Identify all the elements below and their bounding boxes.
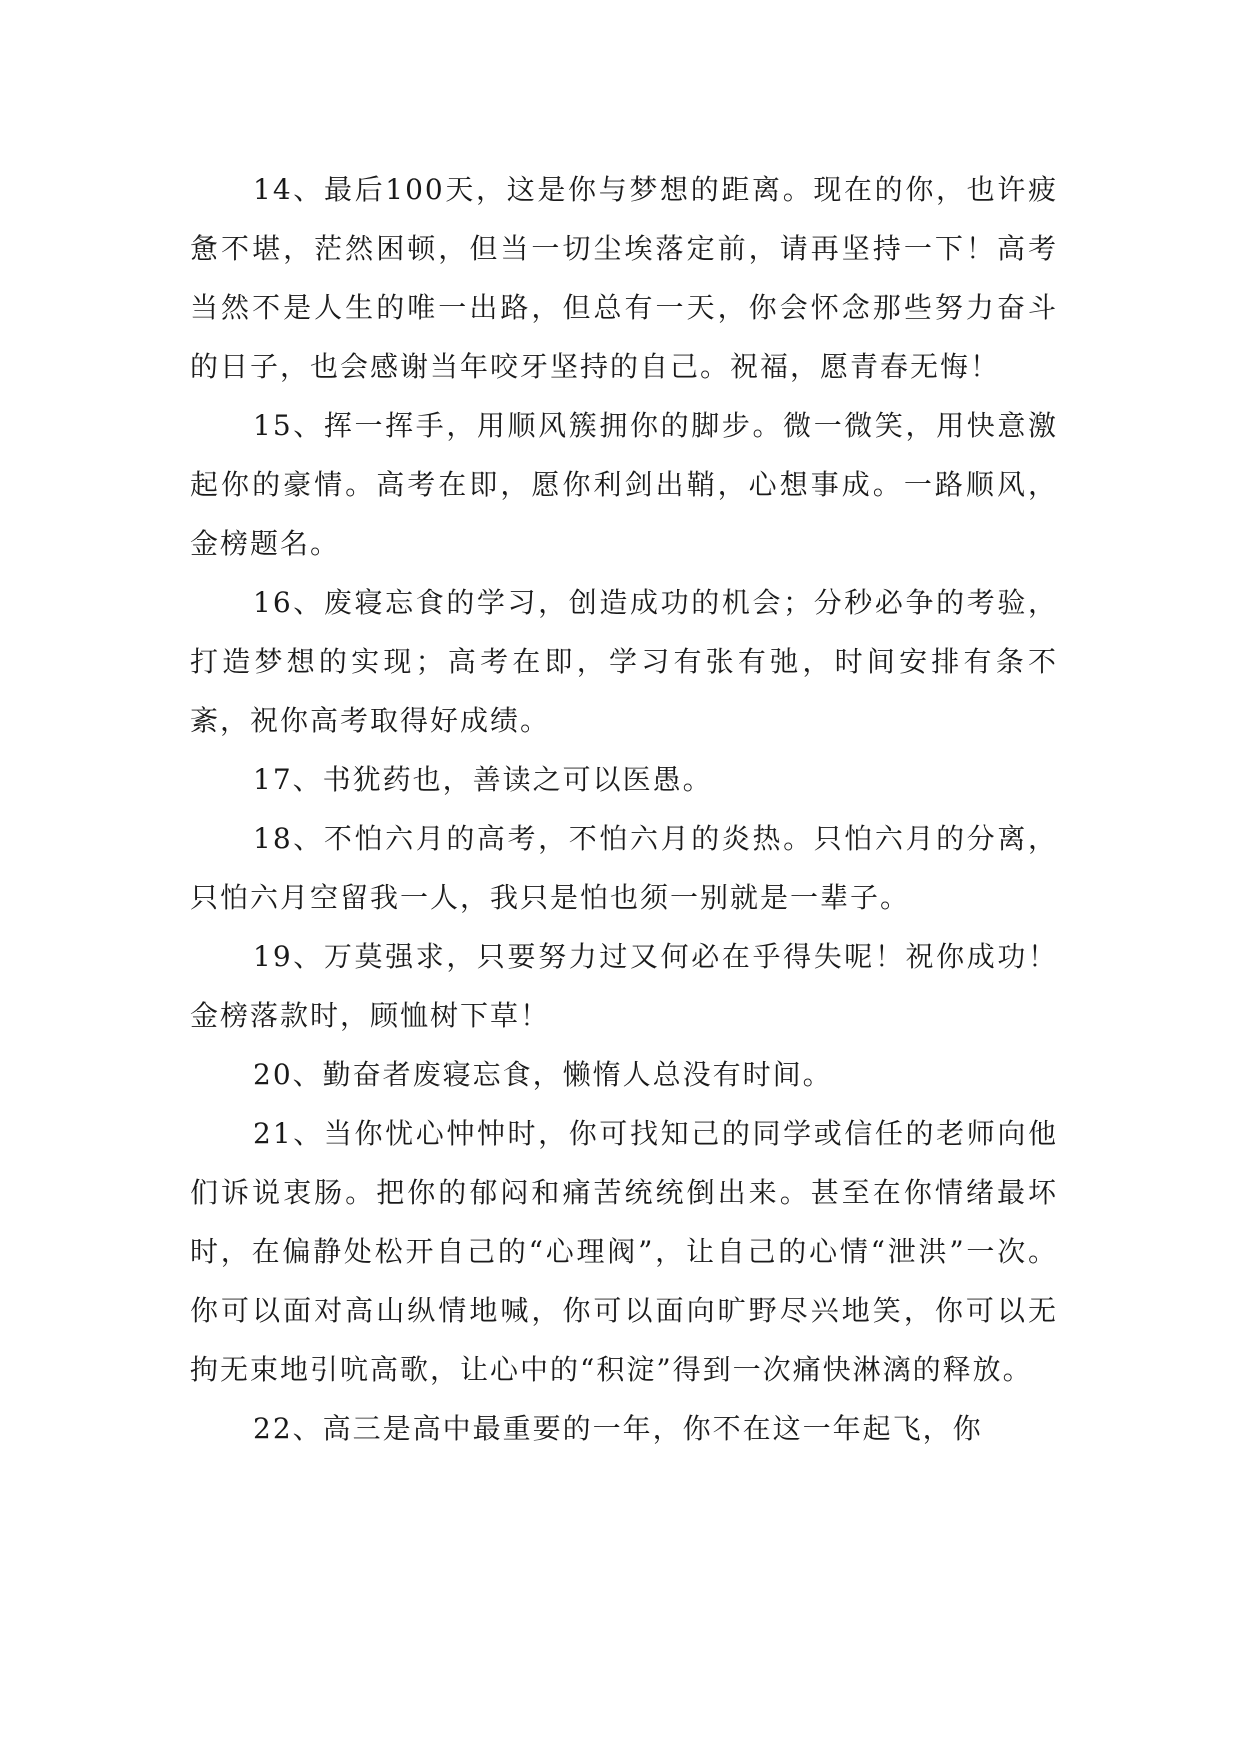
- paragraph-16: 16、废寝忘食的学习，创造成功的机会；分秒必争的考验，打造梦想的实现；高考在即，学习有张有弛，时间安排有条不紊，祝你高考取得好成绩。: [190, 586, 1058, 737]
- paragraph-22: 22、高三是高中最重要的一年，你不在这一年起飞，你: [253, 1412, 983, 1445]
- paragraph-14: 14、最后100天，这是你与梦想的距离。现在的你，也许疲惫不堪，茫然困顿，但当一切尘埃落定前，请再坚持一下！高考当然不是人生的唯一出路，但总有一天，你会怀念那些努力奋斗的日子，也会感谢当年咬牙坚持的自己。祝福，愿青春无悔！: [190, 173, 1058, 383]
- paragraph-15: 15、挥一挥手，用顺风簇拥你的脚步。微一微笑，用快意激起你的豪情。高考在即，愿你利剑出鞘，心想事成。一路顺风，金榜题名。: [190, 409, 1058, 560]
- paragraph-17: 17、书犹药也，善读之可以医愚。: [253, 763, 713, 796]
- paragraph-21: 21、当你忧心忡忡时，你可找知己的同学或信任的老师向他们诉说衷肠。把你的郁闷和痛苦统统倒出来。甚至在你情绪最坏时，在偏静处松开自己的“心理阀”，让自己的心情“泄洪”一次。你可以面对高山纵情地喊，你可以面向旷野尽兴地笑，你可以无拘无束地引吭高歌，让心中的“积淀”得到一次痛快淋漓的释放。: [190, 1117, 1058, 1386]
- document-body: [190, 160, 1058, 1458]
- paragraph-20: 20、勤奋者废寝忘食，懒惰人总没有时间。: [253, 1058, 833, 1091]
- paragraph-19: 19、万莫强求，只要努力过又何必在乎得失呢！祝你成功！金榜落款时，顾恤树下草！: [190, 940, 1058, 1032]
- paragraph-18: 18、不怕六月的高考，不怕六月的炎热。只怕六月的分离，只怕六月空留我一人，我只是怕也须一别就是一辈子。: [190, 822, 1058, 914]
